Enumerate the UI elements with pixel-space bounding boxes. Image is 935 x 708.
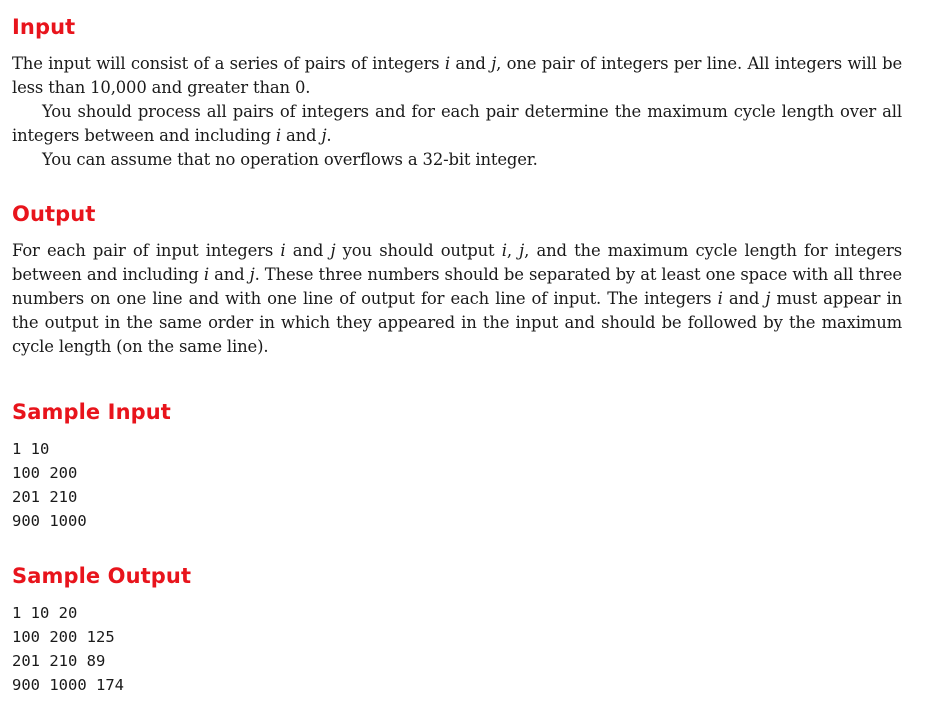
sample-output-heading: Sample Output xyxy=(12,564,192,588)
var-i: i xyxy=(717,289,723,308)
sample-output-line: 100 200 125 xyxy=(12,628,115,646)
input-paragraph-2 xyxy=(12,100,902,148)
output-paragraph-1 xyxy=(12,239,902,359)
text: and xyxy=(449,54,492,73)
text: and xyxy=(722,289,766,308)
text: You should process all pairs of integers and for each pair determine the maximum cycle length over all integers between and including xyxy=(12,102,902,145)
input-heading: Input xyxy=(12,15,76,39)
var-j: j xyxy=(765,289,771,308)
var-i: i xyxy=(501,241,507,260)
text: must appear in the output in the same order in which they appeared in the input and should be followed by the maximum cycle length (on the same line). xyxy=(12,289,902,356)
text: , xyxy=(506,241,520,260)
text: and xyxy=(285,241,331,260)
text: , and the maximum cycle length for integers between and including xyxy=(12,241,902,284)
sample-input-line: 900 1000 xyxy=(12,512,87,530)
text: . These three numbers should be separated by at least one space with all three numbers on one line and with one line of output for each line of input. The integers xyxy=(12,265,902,308)
var-j: j xyxy=(519,241,525,260)
var-j: j xyxy=(249,265,255,284)
text: and xyxy=(280,126,322,145)
sample-output-line: 1 10 20 xyxy=(12,604,78,622)
text: you should output xyxy=(335,241,502,260)
sample-output-block xyxy=(12,601,124,697)
text: . xyxy=(326,126,332,145)
text: For each pair of input integers xyxy=(12,241,281,260)
sample-output-line: 201 210 89 xyxy=(12,652,106,670)
sample-input-line: 201 210 xyxy=(12,488,78,506)
sample-input-line: 1 10 xyxy=(12,440,50,458)
sample-input-line: 100 200 xyxy=(12,464,78,482)
input-section-body xyxy=(12,52,902,172)
text: The input will consist of a series of pairs of integers xyxy=(12,54,445,73)
var-i: i xyxy=(275,126,281,145)
sample-output-line: 900 1000 174 xyxy=(12,676,124,694)
var-i: i xyxy=(444,54,450,73)
output-section-body xyxy=(12,239,902,359)
text: and xyxy=(208,265,250,284)
sample-input-heading: Sample Input xyxy=(12,400,171,424)
output-heading: Output xyxy=(12,202,96,226)
var-j: j xyxy=(330,241,336,260)
var-j: j xyxy=(491,54,497,73)
var-i: i xyxy=(280,241,286,260)
input-paragraph-3: You can assume that no operation overflows a 32-bit integer. xyxy=(42,150,538,169)
sample-input-block xyxy=(12,437,87,533)
var-i: i xyxy=(203,265,209,284)
var-j: j xyxy=(321,126,327,145)
input-paragraph-1 xyxy=(12,52,902,100)
text: , one pair of integers per line. All integers will be less than 10,000 and greater than 0. xyxy=(12,54,902,97)
